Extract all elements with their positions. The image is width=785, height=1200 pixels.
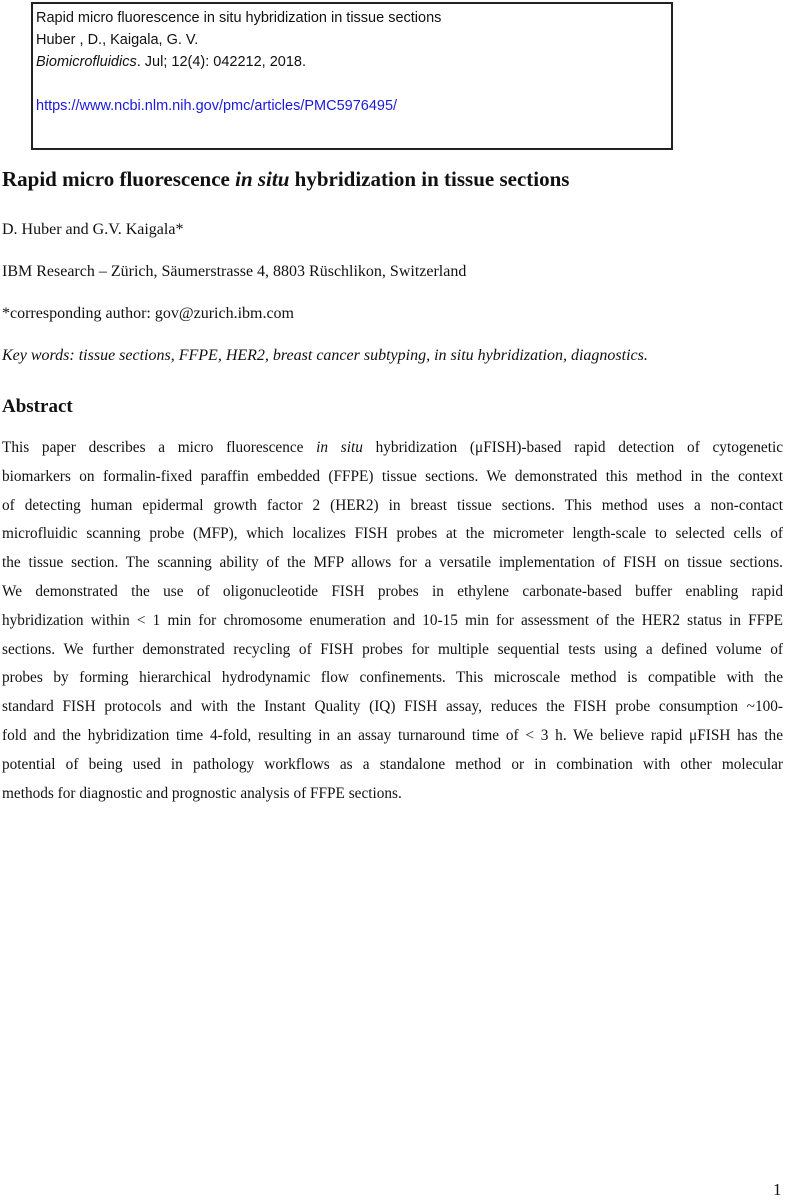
paper-authors: D. Huber and G.V. Kaigala* [2, 221, 184, 238]
abstract-text: hybridization (μFISH)-based rapid detection of cytogenetic [362, 439, 783, 456]
corresponding-author: *corresponding author: gov@zurich.ibm.com [2, 305, 294, 322]
abstract-line: biomarkers on formalin-fixed paraffin embedded (FFPE) tissue sections. We demonstrated this method in the context [2, 467, 783, 485]
abstract-line: probes by forming hierarchical hydrodynamic flow confinements. This microscale method is compatible with the [2, 669, 783, 687]
title-italic: in situ [235, 167, 290, 191]
abstract-line: We demonstrated the use of oligonucleotide FISH probes in ethylene carbonate-based buffer enabling rapid [2, 582, 783, 600]
journal-name: Biomicrofluidics [36, 54, 137, 70]
citation-journal [36, 51, 671, 73]
abstract-body [2, 434, 783, 808]
abstract-line: methods for diagnostic and prognostic analysis of FFPE sections. [2, 784, 402, 802]
paper-title [2, 167, 569, 192]
abstract-line: sections. We further demonstrated recycling of FISH probes for multiple sequential tests using a defined volume of [2, 640, 783, 658]
abstract-line: microfluidic scanning probe (MFP), which localizes FISH probes at the micrometer length-scale to selected cells of [2, 525, 783, 543]
abstract-heading: Abstract [2, 396, 73, 417]
abstract-line: the tissue section. The scanning ability of the MFP allows for a versatile implementation of FISH on tissue sections. [2, 554, 783, 572]
journal-details: . Jul; 12(4): 042212, 2018. [136, 54, 307, 70]
abstract-text: This paper describes a micro fluorescence [2, 439, 317, 456]
abstract-line [2, 434, 783, 463]
abstract-line: standard FISH protocols and with the Instant Quality (IQ) FISH assay, reduces the FISH probe consumption ~100- [2, 698, 783, 716]
citation-title: Rapid micro fluorescence in situ hybridization in tissue sections [36, 10, 442, 26]
abstract-line: potential of being used in pathology workflows as a standalone method or in combination with other molecular [2, 755, 783, 773]
page-number: 1 [773, 1180, 782, 1199]
citation-box [31, 2, 673, 150]
title-part: hybridization in tissue sections [289, 167, 570, 191]
citation-authors: Huber , D., Kaigala, G. V. [36, 32, 199, 48]
abstract-line: of detecting human epidermal growth factor 2 (HER2) in breast tissue sections. This method uses a non-contact [2, 496, 783, 514]
affiliation: IBM Research – Zürich, Säumerstrasse 4, 8803 Rüschlikon, Switzerland [2, 263, 467, 280]
abstract-italic: in situ [316, 439, 363, 456]
citation-url-link[interactable]: https://www.ncbi.nlm.nih.gov/pmc/articles/PMC5976495/ [36, 98, 398, 114]
abstract-line: hybridization within < 1 min for chromosome enumeration and 10-15 min for assessment of the HER2 status in FFPE [2, 611, 783, 629]
title-part: Rapid micro fluorescence [2, 167, 236, 191]
abstract-line: fold and the hybridization time 4-fold, resulting in an assay turnaround time of < 3 h. We believe rapid μFISH has the [2, 726, 783, 744]
keywords: Key words: tissue sections, FFPE, HER2, breast cancer subtyping, in situ hybridization, diagnostics. [2, 347, 648, 364]
